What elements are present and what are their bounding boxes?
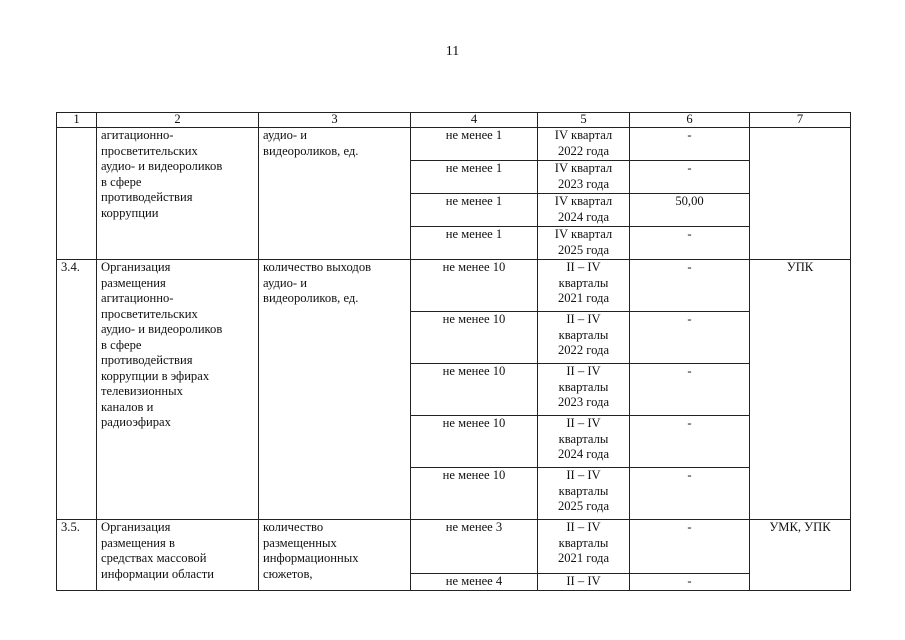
cell-executor — [750, 128, 851, 260]
cell-period: II – IV — [538, 574, 630, 591]
cell-value: - — [630, 520, 750, 574]
cell-value: - — [630, 574, 750, 591]
cell-period: IV квартал 2024 года — [538, 194, 630, 227]
cell-target: не менее 10 — [411, 364, 538, 416]
cell-period: II – IV кварталы 2021 года — [538, 260, 630, 312]
measures-table — [56, 112, 851, 591]
cell-value: - — [630, 364, 750, 416]
cell-target: не менее 4 — [411, 574, 538, 591]
cell-indicator: количество выходов аудио- и видеороликов, ед. — [259, 260, 411, 520]
cell-period: IV квартал 2023 года — [538, 161, 630, 194]
cell-value: - — [630, 468, 750, 520]
cell-number: 3.4. — [57, 260, 97, 520]
cell-description: Организация размещения в средствах массовой информации области — [97, 520, 259, 591]
cell-period: II – IV кварталы 2024 года — [538, 416, 630, 468]
cell-target: не менее 10 — [411, 416, 538, 468]
cell-indicator: аудио- и видеороликов, ед. — [259, 128, 411, 260]
cell-target: не менее 1 — [411, 227, 538, 260]
cell-target: не менее 1 — [411, 194, 538, 227]
cell-value: - — [630, 128, 750, 161]
cell-description: агитационно- просветительских аудио- и видеороликов в сфере противодействия коррупции — [97, 128, 259, 260]
cell-period: II – IV кварталы 2023 года — [538, 364, 630, 416]
cell-value: - — [630, 227, 750, 260]
cell-target: не менее 10 — [411, 312, 538, 364]
cell-number — [57, 128, 97, 260]
cell-executor: УМК, УПК — [750, 520, 851, 591]
cell-value: - — [630, 260, 750, 312]
cell-value: - — [630, 312, 750, 364]
table-row — [57, 260, 851, 312]
cell-period: IV квартал 2022 года — [538, 128, 630, 161]
cell-period: II – IV кварталы 2025 года — [538, 468, 630, 520]
cell-period: II – IV кварталы 2022 года — [538, 312, 630, 364]
cell-description: Организация размещения агитационно- просветительских аудио- и видеороликов в сфере противодействия коррупции в эфирах телевизионных каналов и радиоэфирах — [97, 260, 259, 520]
cell-indicator: количество размещенных информационных сюжетов, — [259, 520, 411, 591]
header-row — [57, 113, 851, 128]
header-col-1: 1 — [57, 113, 97, 128]
table-row — [57, 520, 851, 574]
cell-value: - — [630, 161, 750, 194]
header-col-3: 3 — [259, 113, 411, 128]
header-col-4: 4 — [411, 113, 538, 128]
page-number: 11 — [445, 44, 460, 59]
cell-target: не менее 3 — [411, 520, 538, 574]
cell-period: II – IV кварталы 2021 года — [538, 520, 630, 574]
cell-target: не менее 10 — [411, 260, 538, 312]
cell-target: не менее 1 — [411, 128, 538, 161]
cell-number: 3.5. — [57, 520, 97, 591]
header-col-7: 7 — [750, 113, 851, 128]
cell-value: 50,00 — [630, 194, 750, 227]
cell-value: - — [630, 416, 750, 468]
header-col-2: 2 — [97, 113, 259, 128]
cell-period: IV квартал 2025 года — [538, 227, 630, 260]
cell-executor: УПК — [750, 260, 851, 520]
cell-target: не менее 1 — [411, 161, 538, 194]
table-row — [57, 128, 851, 161]
header-col-6: 6 — [630, 113, 750, 128]
cell-target: не менее 10 — [411, 468, 538, 520]
header-col-5: 5 — [538, 113, 630, 128]
